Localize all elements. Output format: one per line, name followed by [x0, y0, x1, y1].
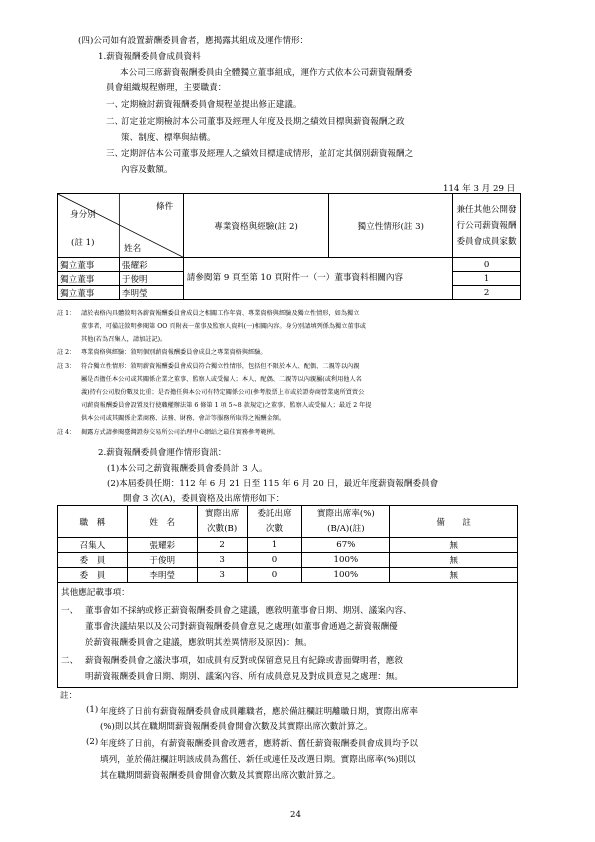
rate-cell: 100% [302, 568, 390, 583]
subsection-title: 1.薪資報酬委員會成員資料 [98, 52, 201, 62]
member-table [57, 193, 521, 300]
duty-number: 一、 [106, 100, 124, 110]
header-rate: 實際出席率(%) (B/A)(註) [302, 506, 390, 538]
title-cell: 委 員 [58, 553, 128, 568]
header-proxy: 委託出席 次數 [247, 506, 302, 538]
identity-cell: 獨立董事 [58, 258, 120, 272]
proxy-cell: 0 [247, 553, 302, 568]
name-cell: 李明瑩 [127, 568, 197, 583]
identity-cell: 獨立董事 [58, 286, 120, 300]
section-title: (四)公司如有設置薪酬委員會者，應揭露其組成及運作情形： [78, 36, 309, 46]
header-note: (註 1) [71, 238, 95, 248]
other-matters-cell [58, 583, 518, 688]
note-text: 董事者，可備註敘明參閱第 OO 頁附表一董事及監察人資料(一)相關內容。身分別請填列係為獨立董事或 [81, 323, 366, 330]
operation-item: (2)本屆委員任期：112 年 6 月 21 日至 115 年 6 月 20 日，最近年度薪資報酬委員會 [107, 479, 439, 489]
note-label: 註 2： [57, 349, 76, 356]
operation-item: (1)本公司之薪資報酬委員會委員計 3 人。 [107, 464, 268, 474]
actual-cell: 2 [197, 538, 247, 553]
rate-cell: 67% [302, 538, 390, 553]
other-matters-text: 董事會決議結果以及公司對薪資報酬委員會意見之處理(如董事會通過之薪資報酬優 [85, 622, 398, 632]
final-note-text: 填列，並於備註欄註明該成員為舊任、新任或連任及改選日期。實際出席率(%)則以 [100, 755, 416, 765]
note-text: 司薪資報酬委員會設置及行使職權辦法第 6 條第 1 項 5~8 款規定)之董事、監察人或受僱人；最近 2 年提 [81, 402, 372, 409]
title-cell: 委 員 [58, 568, 128, 583]
identity-cell: 獨立董事 [58, 272, 120, 286]
header-name: 姓 名 [127, 506, 197, 538]
duty-text: 定期評估本公司董事及經理人之績效目標達成情形，並訂定其個別薪資報酬之 [121, 149, 414, 159]
header-condition: 條件 [156, 202, 174, 212]
header-identity: 身分別 [70, 210, 96, 220]
other-matters-text: 薪資報酬委員會之議決事項，如成員有反對或保留意見且有紀錄或書面聲明者，應敘 [85, 656, 403, 666]
duty-text: 定期檢討薪資報酬委員會規程並提出修正建議。 [121, 100, 302, 110]
actual-cell: 3 [197, 553, 247, 568]
table-row [58, 553, 518, 568]
final-note-text: (%)則以其在職期間薪資報酬委員會開會次數及其實際出席次數計算之。 [100, 722, 373, 732]
name-cell: 于俊明 [127, 553, 197, 568]
note-text: 符合獨立性情形：敘明薪資報酬委員會成員符合獨立性情形，包括但不限於本人、配偶、二親等以內親 [81, 363, 360, 370]
title-cell: 召集人 [58, 538, 128, 553]
table-date: 114 年 3 月 29 日 [443, 184, 516, 194]
note-text: 供本公司或其關係企業商務、法務、財務、會計等服務所取得之報酬金額。 [81, 415, 286, 422]
header-independence: 獨立性情形(註 3) [329, 194, 453, 258]
header-remark: 備 註 [390, 506, 518, 538]
merged-qualification-cell: 請參閱第 9 頁至第 10 頁附件一（一）董事資料相關內容 [183, 258, 452, 300]
page-number: 24 [290, 810, 301, 820]
table-row [58, 258, 521, 272]
note-label: 註 1： [57, 310, 76, 317]
attendance-table [57, 505, 518, 688]
intro-text: 員會組織規程辦理，主要職責： [106, 83, 227, 93]
final-note-number: (2) [86, 737, 99, 747]
other-boards-count: 1 [453, 272, 521, 286]
note-text: 其他(若為召集人，請加註記)。 [81, 336, 167, 343]
remark-cell: 無 [390, 553, 518, 568]
other-matters-text: 董事會如不採納或修正薪資報酬委員會之建議，應敘明董事會日期、期別、議案內容、 [85, 606, 412, 616]
duty-number: 二、 [106, 117, 124, 127]
final-note-text: 年度終了日前，有薪資報酬委員會改選者，應將新、舊任薪資報酬委員會成員均予以 [100, 739, 418, 749]
remark-cell: 無 [390, 568, 518, 583]
header-name: 姓名 [124, 244, 142, 254]
header-actual: 實際出席 次數(B) [197, 506, 247, 538]
other-boards-count: 0 [453, 258, 521, 272]
duty-number: 三、 [106, 149, 124, 159]
remark-cell: 無 [390, 538, 518, 553]
note-text: 請於表格內具體敘明各薪資報酬委員會成員之相關工作年資、專業資格與經驗及獨立性情形，如為獨立 [81, 310, 360, 317]
final-note-label: 註： [60, 691, 78, 701]
subsection-title: 2.薪資報酬委員會運作情形資訊： [98, 448, 227, 458]
duty-text: 訂定並定期檢討本公司董事及經理人年度及長期之績效目標與薪資報酬之政 [121, 117, 405, 127]
final-note-number: (1) [86, 705, 99, 715]
other-matters-number: 一、 [61, 606, 79, 616]
header-diagonal-cell [58, 194, 184, 258]
final-note-text: 其在職期間薪資報酬委員會開會次數及其實際出席次數計算之。 [100, 771, 341, 781]
actual-cell: 3 [197, 568, 247, 583]
table-row [58, 538, 518, 553]
note-text: 義)持有公司股份數及比重；是否擔任與本公司有特定關係公司(參考股票上市或於證券商營業處所買賣公 [81, 389, 365, 396]
other-matters-text: 明薪資報酬委員會日期、期別、議案內容、所有成員意見及對成員意見之處理：無。 [85, 672, 403, 682]
name-cell: 于俊明 [119, 272, 183, 286]
rate-cell: 100% [302, 553, 390, 568]
other-matters-title: 其他應記載事項： [61, 588, 130, 598]
name-cell: 李明瑩 [119, 286, 183, 300]
note-text: 屬是否擔任本公司或其關係企業之董事、監察人或受僱人；本人、配偶、二親等以內親屬(或利用他人名 [81, 376, 362, 383]
table-row [58, 568, 518, 583]
name-cell: 張耀彩 [127, 538, 197, 553]
other-boards-count: 2 [453, 286, 521, 300]
final-note-text: 年度終了日前有薪資報酬委員會成員離職者，應於備註欄註明離職日期，實際出席率 [100, 707, 418, 717]
duty-text: 內容及數額。 [121, 165, 173, 175]
name-cell: 張耀彩 [119, 258, 183, 272]
proxy-cell: 1 [247, 538, 302, 553]
note-text: 揭露方式請參閱臺灣證券交易所公司治理中心網站之最佳實務參考範例。 [81, 429, 279, 436]
note-label: 註 3： [57, 363, 76, 370]
intro-text: 本公司三席薪資報酬委員由全體獨立董事組成，運作方式依本公司薪資報酬委 [120, 68, 413, 78]
operation-item: 開會 3 次(A)，委員資格及出席情形如下： [123, 494, 285, 504]
header-title: 職 稱 [58, 506, 128, 538]
header-professional: 專業資格與經驗(註 2) [183, 194, 329, 258]
duty-text: 策、制度、標準與結構。 [121, 133, 216, 143]
header-other-boards: 兼任其他公開發行公司薪資報酬委員會成員家數 [453, 194, 521, 258]
other-matters-text: 於薪資報酬委員會之建議，應敘明其差異情形及原因)：無。 [85, 638, 312, 648]
note-label: 註 4： [57, 429, 76, 436]
proxy-cell: 0 [247, 568, 302, 583]
other-matters-number: 二、 [61, 656, 79, 666]
note-text: 專業資格與經驗：敘明個別薪資報酬委員會成員之專業資格與經驗。 [81, 349, 267, 356]
